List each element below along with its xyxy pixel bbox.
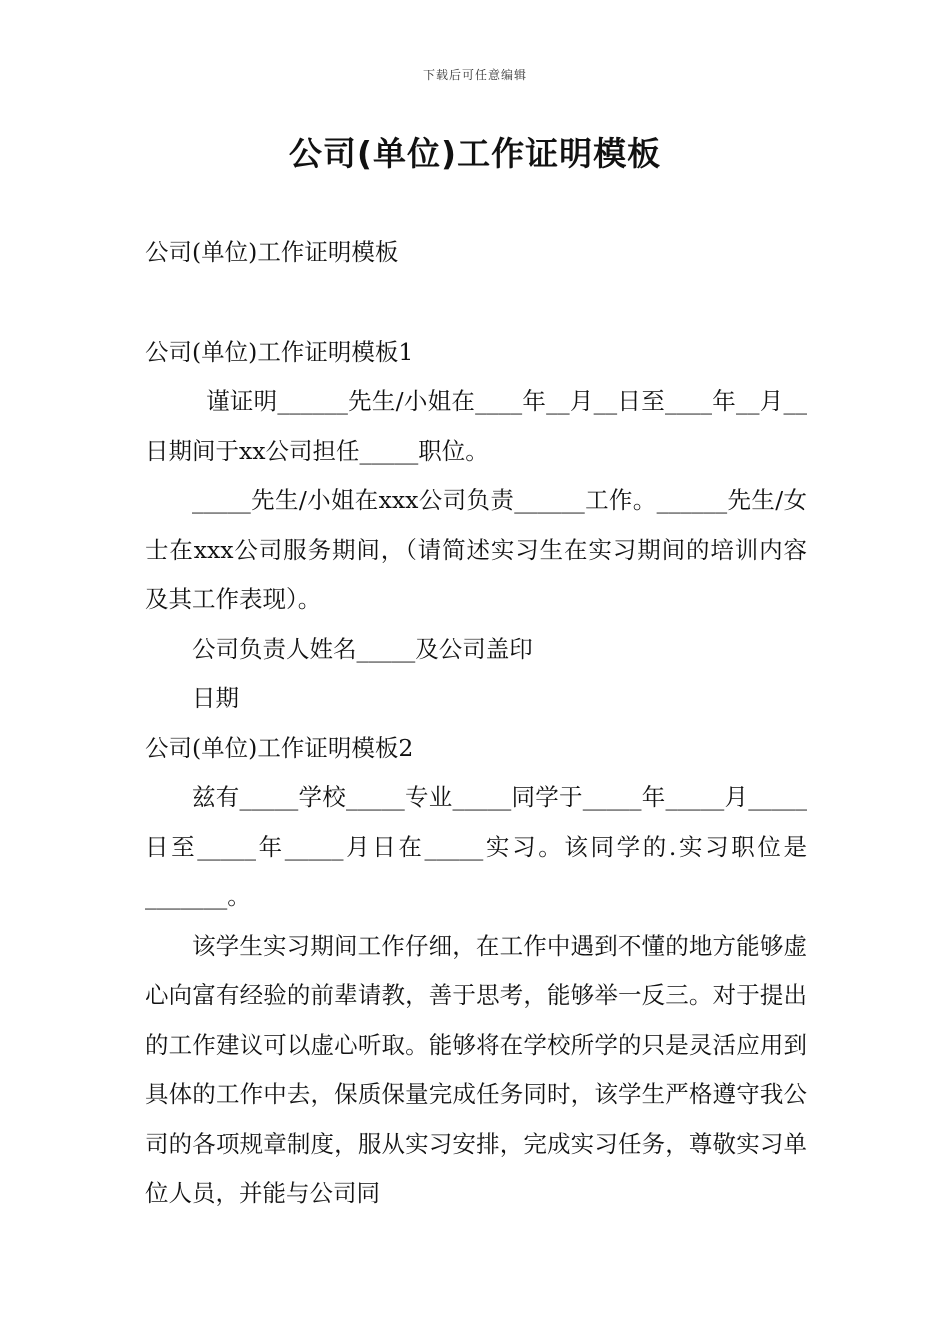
responsibility-paragraph: _____先生/小姐在xxx公司负责______工作。______先生/女士在xxx公司服务期间，（请简述实习生在实习期间的培训内容及其工作表现）。 <box>145 486 807 613</box>
section-heading-1: 公司(单位)工作证明模板1 <box>145 337 414 366</box>
date-line: 日期 <box>192 684 239 712</box>
section-heading-2: 公司(单位)工作证明模板2 <box>145 733 414 762</box>
document-title: 公司(单位)工作证明模板 <box>288 134 662 173</box>
header-note: 下载后可任意编辑 <box>422 68 527 82</box>
signatory-line: 公司负责人姓名_____及公司盖印 <box>192 634 533 663</box>
document-body <box>145 228 807 1219</box>
internship-paragraph: 兹有_____学校_____专业_____同学于_____年_____月_____日至_____年_____月日在_____实习。该同学的.实习职位是_______。 <box>145 783 807 910</box>
evaluation-paragraph: 该学生实习期间工作仔细，在工作中遇到不懂的地方能够虚心向富有经验的前辈请教，善于思考，能够举一反三。对于提出的工作建议可以虚心听取。能够将在学校所学的只是灵活应用到具体的工作中去，保质保量完成任务同时，该学生严格遵守我公司的各项规章制度，服从实习安排，完成实习任务，尊敬实习单位人员，并能与公司同 <box>145 931 807 1207</box>
subtitle-paragraph: 公司(单位)工作证明模板 <box>145 238 399 266</box>
certify-paragraph: 谨证明______先生/小姐在____年__月__日至____年__月__日期间于xx公司担任_____职位。 <box>145 387 807 465</box>
